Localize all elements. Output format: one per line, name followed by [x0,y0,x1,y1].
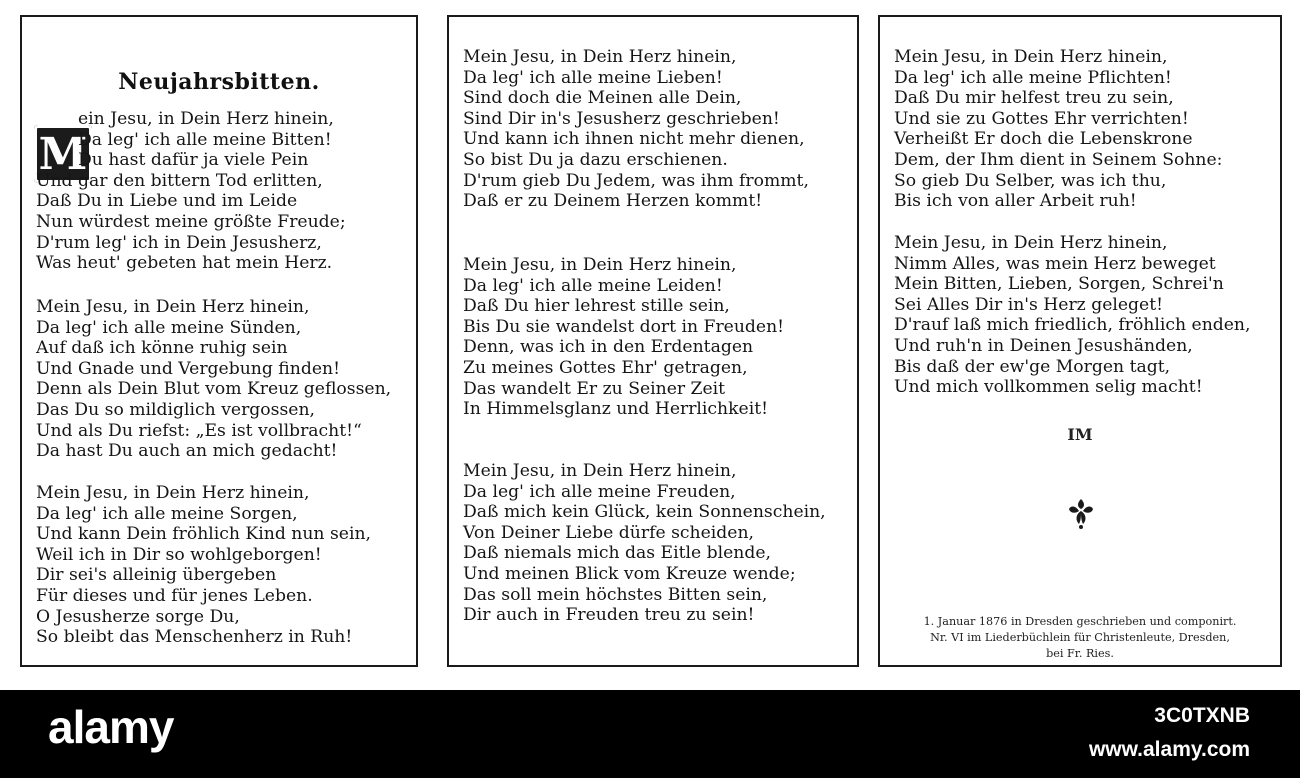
verse-line: Und gar den bittern Tod erlitten, [36,170,323,191]
verse-line: Das soll mein höchstes Bitten sein, [463,584,768,605]
verse-line: O Jesusherze sorge Du, [36,606,240,627]
verse-line: ein Jesu, in Dein Herz hinein, [78,109,334,129]
verse-line: Da leg' ich alle meine Leiden! [463,275,723,296]
footnote-line: Nr. VI im Liederbüchlein für Christenleute, Dresden, [930,631,1230,644]
verse-line: Nimm Alles, was mein Herz beweget [894,253,1216,274]
verse-line: Bis daß der ew'ge Morgen tagt, [894,356,1171,377]
verse-line: Und kann ich ihnen nicht mehr dienen, [463,129,805,150]
watermark-image-id: 3C0TXNB [1154,704,1250,727]
stanza-1-3 [36,483,371,648]
poem-title: Neujahrsbitten. [118,69,320,95]
verse-line: Bis ich von aller Arbeit ruh! [894,191,1137,212]
verse-line: Mein Jesu, in Dein Herz hinein, [894,47,1168,67]
poem-panel-3 [878,15,1282,667]
verse-line: Und meinen Blick vom Kreuze wende; [463,563,796,584]
poem-panel-2 [447,15,859,667]
stanza-3-1 [894,47,1222,212]
verse-line: Mein Jesu, in Dein Herz hinein, [463,47,737,67]
verse-line: Verheißt Er doch die Lebenskrone [894,129,1193,150]
verse-line: Daß niemals mich das Eitle blende, [463,543,771,564]
verse-line: So gieb Du Selber, was ich thu, [894,170,1167,191]
verse-line: Mein Jesu, in Dein Herz hinein, [36,483,310,503]
verse-line: Daß mich kein Glück, kein Sonnenschein, [463,502,826,523]
author-signature: IM [1067,425,1093,444]
verse-line: Und ruh'n in Deinen Jesushänden, [894,335,1193,356]
verse-line: Sind Dir in's Jesusherz geschrieben! [463,108,780,129]
verse-line: Auf daß ich könne ruhig sein [36,338,288,359]
verse-line: Da leg' ich alle meine Bitten! [78,129,332,150]
verse-line: D'rum gieb Du Jedem, was ihm frommt, [463,170,809,191]
verse-line: So bist Du ja dazu erschienen. [463,149,728,170]
verse-line: Sei Alles Dir in's Herz geleget! [894,294,1164,315]
watermark-url: www.alamy.com [1088,738,1250,761]
verse-line: Und mich vollkommen selig macht! [894,377,1203,398]
verse-line: Denn, was ich in den Erdentagen [463,337,754,358]
verse-line: Daß Du hier lehrest stille sein, [463,296,730,317]
verse-line: Und sie zu Gottes Ehr verrichten! [894,108,1189,129]
verse-line: Was heut' gebeten hat mein Herz. [36,253,333,274]
verse-line: Weil ich in Dir so wohlgeborgen! [36,544,322,565]
verse-line: Daß Du mir helfest treu zu sein, [894,88,1174,109]
verse-line: Nun würdest meine größte Freude; [36,211,346,232]
stanza-3-2 [894,233,1250,398]
verse-line: Zu meines Gottes Ehr' getragen, [463,357,748,378]
watermark-logo: alamy [48,701,174,753]
footnote-line: bei Fr. Ries. [1046,647,1114,660]
verse-line: Da leg' ich alle meine Sünden, [36,317,302,338]
stanza-1-1 [36,109,346,274]
verse-line: Bis Du sie wandelst dort in Freuden! [463,316,785,337]
verse-line: Mein Jesu, in Dein Herz hinein, [36,297,310,317]
verse-line: Da leg' ich alle meine Freuden, [463,481,736,502]
verse-line: Und kann Dein fröhlich Kind nun sein, [36,524,371,545]
ornamental-dropcap: M [34,125,92,183]
footnote-line: 1. Januar 1876 in Dresden geschrieben und componirt. [923,615,1237,628]
verse-line: Von Deiner Liebe dürfe scheiden, [463,522,754,543]
verse-line: Und Gnade und Vergebung finden! [36,358,340,379]
verse-line: Da leg' ich alle meine Pflichten! [894,67,1172,88]
verse-line: Denn als Dein Blut vom Kreuz geflossen, [36,379,392,400]
verse-line: Für dieses und für jenes Leben. [36,585,313,606]
verse-line: Daß Du in Liebe und im Leide [36,191,298,212]
verse-line: In Himmelsglanz und Herrlichkeit! [463,399,769,420]
stanza-2-3 [463,461,826,626]
verse-line: D'rum leg' ich in Dein Jesusherz, [36,232,322,253]
watermark-bar [0,690,1300,778]
verse-line: So bleibt das Menschenherz in Ruh! [36,627,353,648]
stanza-1-2 [36,297,391,462]
verse-line: Mein Jesu, in Dein Herz hinein, [894,233,1168,253]
stanza-2-2 [463,255,784,420]
floral-ornament-icon [1063,495,1099,531]
verse-line: Da leg' ich alle meine Sorgen, [36,503,298,524]
verse-line: Mein Bitten, Lieben, Sorgen, Schrei'n [894,274,1224,295]
publication-note [880,614,1280,662]
verse-line: Dir sei's alleinig übergeben [36,565,277,586]
verse-line: Das wandelt Er zu Seiner Zeit [463,378,726,399]
verse-line: Mein Jesu, in Dein Herz hinein, [463,461,737,481]
verse-line: Dem, der Ihm dient in Seinem Sohne: [894,149,1223,170]
verse-line: Da hast Du auch an mich gedacht! [36,441,338,462]
verse-line: D'rauf laß mich friedlich, fröhlich enden, [894,315,1251,336]
verse-line: Dir auch in Freuden treu zu sein! [463,605,755,626]
verse-line: Da leg' ich alle meine Lieben! [463,67,723,88]
verse-line: Du hast dafür ja viele Pein [78,150,309,171]
stanza-2-1 [463,47,809,212]
verse-line: Das Du so mildiglich vergossen, [36,399,315,420]
verse-line: Daß er zu Deinem Herzen kommt! [463,191,763,212]
verse-line: Mein Jesu, in Dein Herz hinein, [463,255,737,275]
verse-line: Sind doch die Meinen alle Dein, [463,88,742,109]
poem-panel-1 [20,15,418,667]
verse-line: Und als Du riefst: „Es ist vollbracht!“ [36,420,362,441]
